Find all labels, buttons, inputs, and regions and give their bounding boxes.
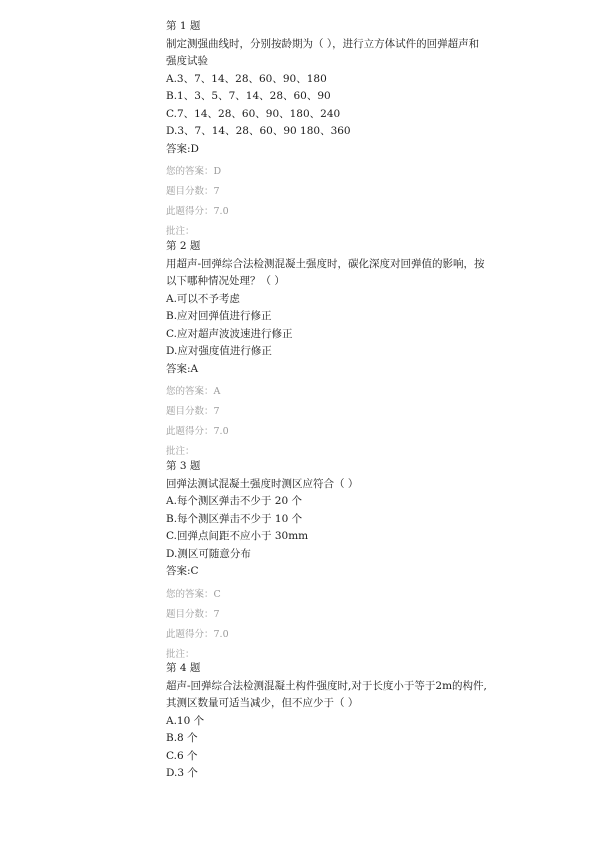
annotation: 批注： xyxy=(166,226,195,237)
score-obtained: 此题得分：7.0 xyxy=(166,426,229,437)
question-score: 题目分数：7 xyxy=(166,186,220,197)
option-b: B.应对回弹值进行修正 xyxy=(166,310,272,322)
your-answer: 您的答案：D xyxy=(166,166,222,177)
question-title: 第 2 题 xyxy=(166,240,201,252)
option-a: A.3、7、14、28、60、90、180 xyxy=(166,72,327,85)
question-3 xyxy=(166,458,496,665)
option-d: D.测区可随意分布 xyxy=(166,547,251,560)
question-4 xyxy=(166,660,496,783)
option-a: A.可以不予考虑 xyxy=(166,292,240,305)
question-stem: 制定测强曲线时，分别按龄期为（ ），进行立方体试件的回弹超声和 xyxy=(166,37,480,50)
question-stem: 超声-回弹综合法检测混凝土构件强度时,对于长度小于等于2m的构件, xyxy=(166,679,487,692)
option-a: A.10 个 xyxy=(166,714,205,727)
option-b: B.1、3、5、7、14、28、60、90 xyxy=(166,90,331,102)
question-2 xyxy=(166,238,496,462)
question-1 xyxy=(166,18,496,242)
option-c: C.7、14、28、60、90、180、240 xyxy=(166,107,341,120)
correct-answer: 答案:C xyxy=(166,565,199,577)
correct-answer: 答案:A xyxy=(166,362,199,375)
question-title: 第 1 题 xyxy=(166,20,201,32)
option-a: A.每个测区弹击不少于 20 个 xyxy=(166,495,302,507)
question-stem: 用超声-回弹综合法检测混凝土强度时，碳化深度对回弹值的影响，按 xyxy=(166,257,485,270)
question-stem: 强度试验 xyxy=(166,55,208,67)
question-stem: 回弹法测试混凝土强度时测区应符合（ ） xyxy=(166,477,359,490)
correct-answer: 答案:D xyxy=(166,142,199,155)
question-stem: 其测区数量可适当减少，但不应少于（ ） xyxy=(166,697,359,709)
score-obtained: 此题得分：7.0 xyxy=(166,206,229,217)
option-d: D.3、7、14、28、60、90 180、360 xyxy=(166,125,351,137)
question-stem: 以下哪种情况处理？（ ） xyxy=(166,275,285,287)
option-b: B.8 个 xyxy=(166,732,198,744)
option-d: D.应对强度值进行修正 xyxy=(166,345,272,357)
score-obtained: 此题得分：7.0 xyxy=(166,628,229,640)
annotation: 批注： xyxy=(166,446,195,457)
question-title: 第 4 题 xyxy=(166,662,201,674)
option-c: C.6 个 xyxy=(166,749,198,762)
question-title: 第 3 题 xyxy=(166,460,201,472)
option-c: C.应对超声波波速进行修正 xyxy=(166,327,293,340)
option-d: D.3 个 xyxy=(166,767,198,779)
option-b: B.每个测区弹击不少于 10 个 xyxy=(166,512,303,525)
option-c: C.回弹点间距不应小于 30mm xyxy=(166,530,309,542)
question-score: 题目分数：7 xyxy=(166,406,220,417)
question-score: 题目分数：7 xyxy=(166,608,220,620)
your-answer: 您的答案：A xyxy=(166,386,221,397)
your-answer: 您的答案：C xyxy=(166,588,221,600)
annotation: 批注： xyxy=(166,648,195,660)
